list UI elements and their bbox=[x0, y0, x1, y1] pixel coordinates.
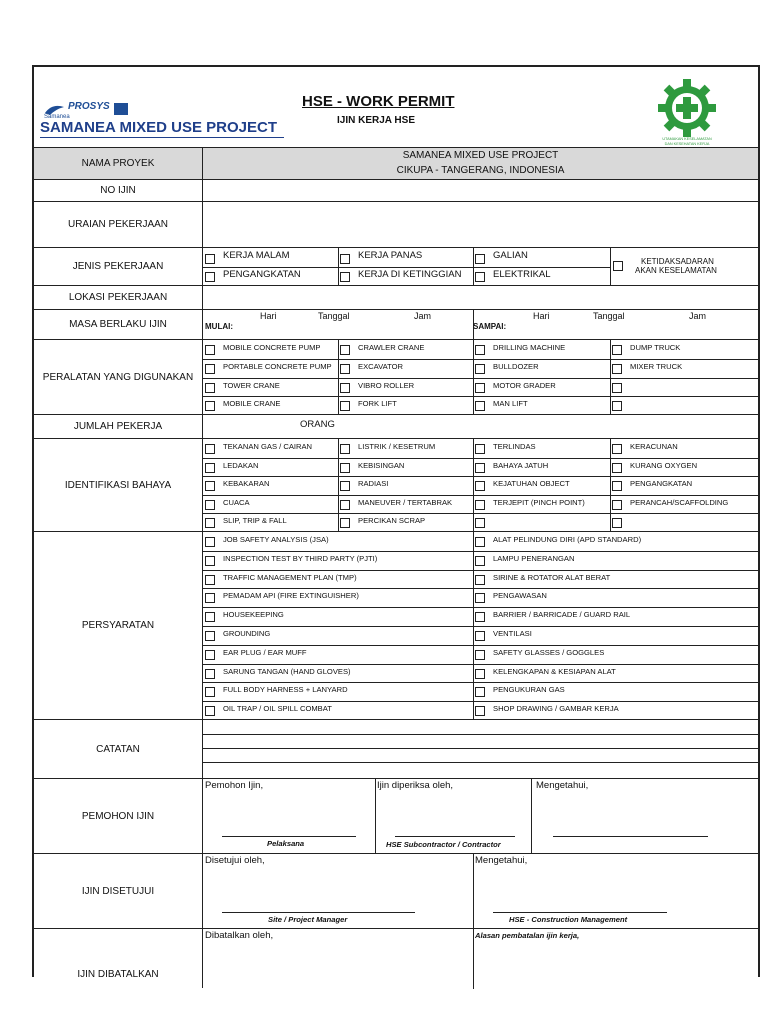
row-jumlah bbox=[34, 414, 758, 438]
pemohon-c2: Ijin diperiksa oleh, bbox=[377, 780, 454, 791]
bahaya-option-label: RADIASI bbox=[358, 479, 389, 489]
peralatan-option-label: MOTOR GRADER bbox=[493, 380, 556, 390]
k3-logo bbox=[652, 77, 722, 147]
mulai-label: MULAI: bbox=[205, 322, 233, 331]
permit-title: HSE - WORK PERMIT bbox=[302, 93, 455, 110]
divider bbox=[203, 664, 758, 665]
disetujui-c2: Mengetahui, bbox=[475, 855, 528, 866]
persyaratan-option-label: SIRINE & ROTATOR ALAT BERAT bbox=[493, 572, 611, 582]
label-ketidaksadaran-2: AKAN KESELAMATAN bbox=[635, 266, 717, 275]
divider bbox=[203, 378, 758, 379]
signature-caption-site-manager: Site / Project Manager bbox=[268, 915, 348, 924]
bahaya-checkbox[interactable] bbox=[340, 500, 350, 510]
peralatan-option-label: VIBRO ROLLER bbox=[358, 380, 415, 390]
mulai-tanggal: Tanggal bbox=[318, 311, 350, 321]
bahaya-option-label: LEDAKAN bbox=[223, 460, 259, 470]
persyaratan-option-label: SHOP DRAWING / GAMBAR KERJA bbox=[493, 704, 619, 714]
persyaratan-option-label: ALAT PELINDUNG DIRI (APD STANDARD) bbox=[493, 535, 642, 544]
persyaratan-checkbox[interactable] bbox=[475, 706, 485, 716]
row-jenis bbox=[34, 247, 758, 285]
divider bbox=[203, 626, 758, 627]
nama-proyek-line1: SAMANEA MIXED USE PROJECT bbox=[402, 150, 559, 161]
divider bbox=[203, 513, 758, 514]
jumlah-unit: ORANG bbox=[300, 419, 335, 430]
label-kerja-panas: KERJA PANAS bbox=[358, 250, 423, 261]
label-pengangkatan: PENGANGKATAN bbox=[223, 269, 301, 280]
peralatan-option-label: FORK LIFT bbox=[358, 399, 397, 409]
project-name-underline bbox=[40, 137, 284, 138]
divider bbox=[203, 495, 758, 496]
bahaya-checkbox[interactable] bbox=[340, 444, 350, 454]
bahaya-checkbox[interactable] bbox=[612, 481, 622, 491]
peralatan-option-label: MOBILE CRANE bbox=[223, 399, 281, 409]
bahaya-option-label: KERACUNAN bbox=[630, 442, 678, 451]
persyaratan-checkbox[interactable] bbox=[205, 556, 215, 566]
dibatalkan-fields bbox=[203, 929, 758, 988]
divider bbox=[203, 701, 758, 702]
persyaratan-option-label: GROUNDING bbox=[223, 629, 271, 638]
divider bbox=[203, 682, 758, 683]
divider bbox=[473, 929, 474, 989]
sampai-tanggal: Tanggal bbox=[593, 311, 625, 321]
nama-proyek-value bbox=[203, 148, 758, 179]
bahaya-option-label: KEBAKARAN bbox=[223, 479, 270, 489]
bahaya-checkbox[interactable] bbox=[612, 444, 622, 454]
label-uraian: URAIAN PEKERJAAN bbox=[34, 202, 203, 247]
bahaya-checkbox[interactable] bbox=[475, 463, 485, 473]
row-catatan bbox=[34, 719, 758, 778]
persyaratan-checkbox[interactable] bbox=[205, 631, 215, 641]
bahaya-checkbox[interactable] bbox=[340, 518, 350, 528]
row-nama-proyek bbox=[34, 147, 758, 179]
persyaratan-option-label: FULL BODY HARNESS + LANYARD bbox=[223, 685, 348, 695]
bahaya-checkbox[interactable] bbox=[205, 444, 215, 454]
bahaya-option-label: KURANG OXYGEN bbox=[630, 460, 698, 470]
k3-gear-cross-icon bbox=[656, 77, 718, 139]
peralatan-checkbox[interactable] bbox=[205, 401, 215, 411]
pemohon-c1: Pemohon Ijin, bbox=[205, 780, 264, 791]
peralatan-option-label: DRILLING MACHINE bbox=[493, 343, 566, 352]
masa-fields bbox=[203, 310, 758, 339]
row-bahaya bbox=[34, 438, 758, 531]
persyaratan-checkbox[interactable] bbox=[475, 669, 485, 679]
label-jumlah: JUMLAH PEKERJA bbox=[34, 415, 203, 438]
label-masa: MASA BERLAKU IJIN bbox=[34, 310, 203, 339]
checkbox-ketidaksadaran[interactable] bbox=[613, 261, 623, 271]
permit-subtitle: IJIN KERJA HSE bbox=[337, 115, 415, 126]
divider bbox=[610, 248, 611, 286]
bahaya-checkbox[interactable] bbox=[340, 463, 350, 473]
bahaya-option-label: TERJEPIT (PINCH POINT) bbox=[493, 497, 585, 507]
signature-caption-hse-cm: HSE - Construction Management bbox=[509, 915, 628, 924]
label-pemohon: PEMOHON IJIN bbox=[34, 779, 203, 853]
label-no-ijin: NO IJIN bbox=[34, 180, 203, 201]
row-persyaratan bbox=[34, 531, 758, 719]
persyaratan-checkbox[interactable] bbox=[475, 537, 485, 547]
lokasi-field[interactable] bbox=[203, 286, 758, 309]
divider bbox=[203, 588, 758, 589]
checkbox-elektrikal[interactable] bbox=[475, 272, 485, 282]
persyaratan-option-label: JOB SAFETY ANALYSIS (JSA) bbox=[223, 535, 329, 544]
peralatan-checkbox[interactable] bbox=[340, 364, 350, 374]
checkbox-kerja-malam[interactable] bbox=[205, 254, 215, 264]
peralatan-option-label: DUMP TRUCK bbox=[630, 343, 681, 352]
uraian-field[interactable] bbox=[203, 202, 758, 247]
persyaratan-option-label: SAFETY GLASSES / GOGGLES bbox=[493, 647, 605, 657]
bahaya-checkbox[interactable] bbox=[340, 481, 350, 491]
divider bbox=[473, 854, 474, 929]
label-ketidaksadaran-1: KETIDAKSADARAN bbox=[641, 257, 714, 266]
persyaratan-option-label: PENGUKURAN GAS bbox=[493, 685, 565, 695]
peralatan-option-label: PORTABLE CONCRETE PUMP bbox=[223, 361, 332, 371]
persyaratan-grid bbox=[203, 532, 758, 719]
logo-badge bbox=[114, 103, 128, 115]
bahaya-checkbox[interactable] bbox=[475, 518, 485, 528]
persyaratan-option-label: KELENGKAPAN & KESIAPAN ALAT bbox=[493, 666, 616, 676]
persyaratan-option-label: LAMPU PENERANGAN bbox=[493, 553, 575, 563]
peralatan-checkbox[interactable] bbox=[475, 383, 485, 393]
row-pemohon bbox=[34, 778, 758, 853]
peralatan-option-label: EXCAVATOR bbox=[358, 361, 404, 371]
signature-line-hse-sub[interactable] bbox=[395, 836, 515, 837]
dibatalkan-c1: Dibatalkan oleh, bbox=[205, 930, 274, 941]
divider bbox=[610, 439, 611, 532]
persyaratan-checkbox[interactable] bbox=[475, 593, 485, 603]
dibatalkan-c2: Alasan pembatalan ijin kerja, bbox=[475, 931, 580, 940]
peralatan-checkbox[interactable] bbox=[475, 364, 485, 374]
label-lokasi: LOKASI PEKERJAAN bbox=[34, 286, 203, 309]
bahaya-option-label: SLIP, TRIP & FALL bbox=[223, 516, 287, 526]
row-disetujui bbox=[34, 853, 758, 928]
peralatan-option-label: CRAWLER CRANE bbox=[358, 343, 425, 352]
checkbox-kerja-panas[interactable] bbox=[340, 254, 350, 264]
divider bbox=[203, 551, 758, 552]
divider bbox=[473, 248, 474, 286]
divider bbox=[338, 248, 339, 286]
persyaratan-option-label: OIL TRAP / OIL SPILL COMBAT bbox=[223, 704, 332, 714]
row-lokasi bbox=[34, 285, 758, 309]
persyaratan-checkbox[interactable] bbox=[475, 631, 485, 641]
bahaya-option-label: BAHAYA JATUH bbox=[493, 460, 549, 470]
project-name-logo: SAMANEA MIXED USE PROJECT bbox=[40, 119, 277, 136]
persyaratan-checkbox[interactable] bbox=[475, 687, 485, 697]
persyaratan-checkbox[interactable] bbox=[205, 593, 215, 603]
bahaya-option-label: KEJATUHAN OBJECT bbox=[493, 479, 570, 489]
bahaya-option-label: LISTRIK / KESETRUM bbox=[358, 442, 436, 451]
bahaya-checkbox[interactable] bbox=[475, 481, 485, 491]
form-header bbox=[34, 75, 758, 147]
bahaya-checkbox[interactable] bbox=[205, 481, 215, 491]
persyaratan-checkbox[interactable] bbox=[205, 669, 215, 679]
persyaratan-option-label: INSPECTION TEST BY THIRD PARTY (PJTI) bbox=[223, 553, 378, 563]
checkbox-kerja-ketinggian[interactable] bbox=[340, 272, 350, 282]
persyaratan-checkbox[interactable] bbox=[205, 537, 215, 547]
peralatan-checkbox[interactable] bbox=[205, 364, 215, 374]
bahaya-option-label: KEBISINGAN bbox=[358, 460, 405, 470]
bahaya-option-label: PERCIKAN SCRAP bbox=[358, 516, 426, 526]
peralatan-checkbox[interactable] bbox=[340, 401, 350, 411]
peralatan-checkbox[interactable] bbox=[612, 364, 622, 374]
peralatan-checkbox[interactable] bbox=[612, 401, 622, 411]
divider bbox=[203, 645, 758, 646]
mulai-hari: Hari bbox=[260, 311, 277, 321]
peralatan-option-label: MOBILE CONCRETE PUMP bbox=[223, 343, 321, 352]
sampai-jam: Jam bbox=[689, 311, 707, 321]
catatan-line bbox=[203, 762, 758, 763]
divider bbox=[203, 570, 758, 571]
persyaratan-checkbox[interactable] bbox=[205, 612, 215, 622]
peralatan-checkbox[interactable] bbox=[612, 345, 622, 355]
divider bbox=[203, 458, 758, 459]
signature-caption-pelaksana: Pelaksana bbox=[267, 839, 305, 848]
peralatan-checkbox[interactable] bbox=[340, 345, 350, 355]
signature-line-mengetahui[interactable] bbox=[553, 836, 708, 837]
bahaya-option-label: TERLINDAS bbox=[493, 442, 536, 451]
jenis-options bbox=[203, 248, 758, 285]
label-jenis: JENIS PEKERJAAN bbox=[34, 248, 203, 285]
bahaya-checkbox[interactable] bbox=[205, 500, 215, 510]
peralatan-checkbox[interactable] bbox=[475, 401, 485, 411]
peralatan-checkbox[interactable] bbox=[205, 383, 215, 393]
label-dibatalkan: IJIN DIBATALKAN bbox=[34, 929, 203, 988]
bahaya-option-label: PERANCAH/SCAFFOLDING bbox=[630, 497, 729, 507]
checkbox-pengangkatan[interactable] bbox=[205, 272, 215, 282]
checkbox-galian[interactable] bbox=[475, 254, 485, 264]
bahaya-option-label: MANEUVER / TERTABRAK bbox=[358, 497, 453, 507]
persyaratan-option-label: PEMADAM API (FIRE EXTINGUISHER) bbox=[223, 591, 359, 601]
signature-line-pelaksana[interactable] bbox=[222, 836, 356, 837]
divider bbox=[531, 779, 532, 854]
row-masa bbox=[34, 309, 758, 339]
bahaya-checkbox[interactable] bbox=[612, 463, 622, 473]
pemohon-fields bbox=[203, 779, 758, 853]
persyaratan-checkbox[interactable] bbox=[475, 650, 485, 660]
k3-caption-2: DAN KESEHATAN KERJA bbox=[664, 142, 710, 146]
persyaratan-checkbox[interactable] bbox=[205, 706, 215, 716]
label-elektrikal: ELEKTRIKAL bbox=[493, 269, 551, 280]
peralatan-option-label: BULLDOZER bbox=[493, 361, 539, 371]
peralatan-option-label: MAN LIFT bbox=[493, 399, 528, 409]
label-kerja-ketinggian: KERJA DI KETINGGIAN bbox=[358, 269, 462, 280]
peralatan-checkbox[interactable] bbox=[612, 383, 622, 393]
catatan-field[interactable] bbox=[203, 720, 758, 778]
persyaratan-option-label: VENTILASI bbox=[493, 629, 532, 638]
persyaratan-checkbox[interactable] bbox=[475, 575, 485, 585]
label-bahaya: IDENTIFIKASI BAHAYA bbox=[34, 439, 203, 531]
label-kerja-malam: KERJA MALAM bbox=[223, 250, 290, 261]
peralatan-option-label: MIXER TRUCK bbox=[630, 361, 683, 371]
catatan-line bbox=[203, 734, 758, 735]
divider bbox=[375, 779, 376, 854]
bahaya-checkbox[interactable] bbox=[475, 444, 485, 454]
disetujui-c1: Disetujui oleh, bbox=[205, 855, 265, 866]
bahaya-checkbox[interactable] bbox=[205, 518, 215, 528]
bahaya-option-label: TEKANAN GAS / CAIRAN bbox=[223, 442, 313, 451]
persyaratan-option-label: PENGAWASAN bbox=[493, 591, 547, 601]
label-nama-proyek: NAMA PROYEK bbox=[34, 148, 203, 179]
catatan-line bbox=[203, 748, 758, 749]
persyaratan-checkbox[interactable] bbox=[205, 575, 215, 585]
persyaratan-option-label: EAR PLUG / EAR MUFF bbox=[223, 647, 307, 657]
signature-line-hse-cm[interactable] bbox=[493, 912, 667, 913]
persyaratan-option-label: HOUSEKEEPING bbox=[223, 610, 284, 620]
peralatan-grid bbox=[203, 340, 758, 414]
k3-caption-1: UTAMAKAN KESELAMATAN bbox=[662, 137, 712, 141]
persyaratan-checkbox[interactable] bbox=[475, 612, 485, 622]
divider bbox=[473, 439, 474, 532]
persyaratan-checkbox[interactable] bbox=[205, 687, 215, 697]
jumlah-field bbox=[203, 415, 758, 438]
label-galian: GALIAN bbox=[493, 250, 528, 261]
logo-brand-text: PROSYS bbox=[68, 101, 110, 112]
persyaratan-option-label: BARRIER / BARRICADE / GUARD RAIL bbox=[493, 610, 631, 620]
label-disetujui: IJIN DISETUJUI bbox=[34, 854, 203, 928]
peralatan-option-label: TOWER CRANE bbox=[223, 380, 280, 390]
signature-line-site-manager[interactable] bbox=[222, 912, 415, 913]
logo-small-text: Samanea bbox=[44, 114, 70, 120]
nama-proyek-line2: CIKUPA - TANGERANG, INDONESIA bbox=[396, 165, 565, 176]
bahaya-grid bbox=[203, 439, 758, 531]
bahaya-checkbox[interactable] bbox=[205, 463, 215, 473]
work-permit-form bbox=[32, 65, 760, 980]
row-no-ijin bbox=[34, 179, 758, 201]
persyaratan-option-label: TRAFFIC MANAGEMENT PLAN (TMP) bbox=[223, 572, 357, 582]
signature-caption-hse-sub: HSE Subcontractor / Contractor bbox=[386, 840, 501, 849]
row-peralatan bbox=[34, 339, 758, 414]
row-dibatalkan bbox=[34, 928, 758, 988]
divider bbox=[203, 396, 758, 397]
divider bbox=[203, 476, 758, 477]
bahaya-option-label: CUACA bbox=[223, 497, 250, 507]
peralatan-checkbox[interactable] bbox=[205, 345, 215, 355]
disetujui-fields bbox=[203, 854, 758, 928]
label-catatan: CATATAN bbox=[34, 720, 203, 778]
persyaratan-checkbox[interactable] bbox=[475, 556, 485, 566]
no-ijin-field[interactable] bbox=[203, 180, 758, 201]
sampai-hari: Hari bbox=[533, 311, 550, 321]
divider bbox=[338, 439, 339, 532]
divider bbox=[203, 267, 610, 268]
bahaya-option-label: PENGANGKATAN bbox=[630, 479, 693, 489]
row-uraian bbox=[34, 201, 758, 247]
persyaratan-checkbox[interactable] bbox=[205, 650, 215, 660]
sampai-label: SAMPAI: bbox=[473, 322, 507, 331]
mulai-jam: Jam bbox=[414, 311, 432, 321]
peralatan-checkbox[interactable] bbox=[475, 345, 485, 355]
divider bbox=[203, 607, 758, 608]
bahaya-checkbox[interactable] bbox=[612, 518, 622, 528]
persyaratan-option-label: SARUNG TANGAN (HAND GLOVES) bbox=[223, 666, 351, 676]
divider bbox=[203, 359, 758, 360]
label-peralatan: PERALATAN YANG DIGUNAKAN bbox=[34, 340, 203, 414]
label-persyaratan: PERSYARATAN bbox=[34, 532, 203, 719]
pemohon-c3: Mengetahui, bbox=[536, 780, 589, 791]
peralatan-checkbox[interactable] bbox=[340, 383, 350, 393]
bahaya-checkbox[interactable] bbox=[475, 500, 485, 510]
bahaya-checkbox[interactable] bbox=[612, 500, 622, 510]
